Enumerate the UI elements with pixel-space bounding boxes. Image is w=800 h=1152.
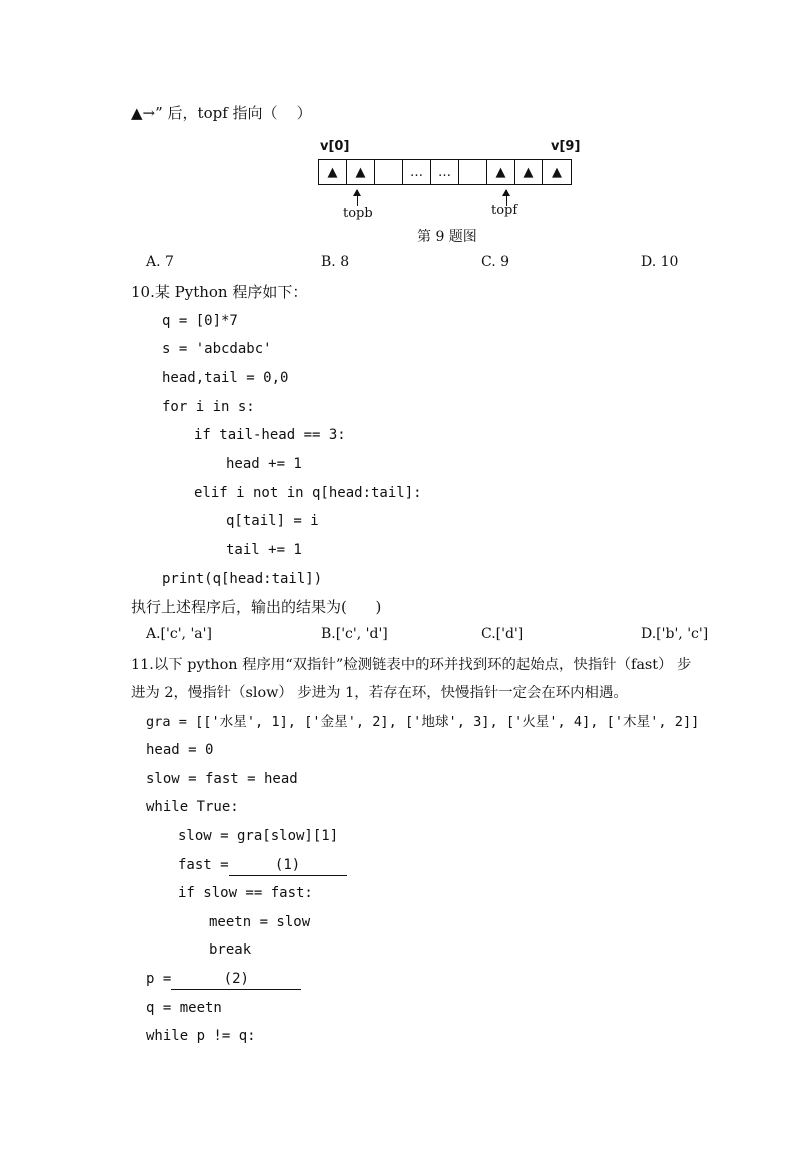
q11-code-line-fast bbox=[178, 855, 347, 876]
q11-code-line: slow = gra[slow][1] bbox=[178, 828, 339, 844]
q10-code-line: s = 'abcdabc' bbox=[162, 341, 272, 357]
question-intro-line: ▲→” 后，topf 指向（ ） bbox=[131, 104, 312, 122]
q9-option-d: D. 10 bbox=[641, 254, 679, 270]
figure-caption: 第 9 题图 bbox=[417, 229, 477, 245]
array-cell: … bbox=[403, 160, 431, 184]
q9-option-c: C. 9 bbox=[481, 254, 510, 270]
array-cell: ▲ bbox=[347, 160, 375, 184]
q11-stem-line1: 11.以下 python 程序用“双指针”检测链表中的环并找到环的起始点，快指针（fast） 步 bbox=[131, 657, 692, 673]
q11-code-line: while True: bbox=[146, 799, 239, 815]
q10-code-line: q[tail] = i bbox=[226, 513, 319, 529]
q10-code-line: elif i not in q[head:tail]: bbox=[194, 485, 422, 501]
q11-code-line-p bbox=[146, 969, 301, 990]
array-cell: ▲ bbox=[319, 160, 347, 184]
q11-code-line: meetn = slow bbox=[209, 914, 311, 930]
answer-blank-1[interactable]: (1) bbox=[229, 855, 347, 876]
q10-option-d: D.['b', 'c'] bbox=[641, 626, 709, 642]
q11-code-line: gra = [['水星', 1], ['金星', 2], ['地球', 3], ['火星', 4], ['木星', 2]] bbox=[146, 714, 700, 730]
q11-code-fast-text: fast = bbox=[178, 857, 229, 873]
figure-label-v9: v[9] bbox=[551, 139, 581, 154]
q10-option-a: A.['c', 'a'] bbox=[146, 626, 212, 642]
q11-code-line: slow = fast = head bbox=[146, 771, 298, 787]
q9-option-a: A. 7 bbox=[146, 254, 174, 270]
q10-ask: 执行上述程序后，输出的结果为( ) bbox=[131, 598, 382, 616]
q11-code-line: if slow == fast: bbox=[178, 885, 313, 901]
q9-option-b: B. 8 bbox=[321, 254, 350, 270]
pointer-label-topf: topf bbox=[491, 203, 518, 218]
q10-code-line: q = [0]*7 bbox=[162, 313, 238, 329]
array-figure bbox=[318, 159, 572, 185]
q10-code-line: head += 1 bbox=[226, 456, 302, 472]
pointer-arrow-topb bbox=[357, 190, 358, 206]
pointer-label-topb: topb bbox=[343, 206, 373, 221]
answer-blank-2[interactable]: (2) bbox=[171, 969, 301, 990]
q10-code-line: print(q[head:tail]) bbox=[162, 571, 323, 587]
q11-code-p-text: p = bbox=[146, 971, 172, 987]
array-cell: ▲ bbox=[515, 160, 543, 184]
q11-code-line: head = 0 bbox=[146, 742, 214, 758]
q11-stem-line2: 进为 2，慢指针（slow） 步进为 1，若存在环，快慢指针一定会在环内相遇。 bbox=[131, 685, 628, 701]
figure-label-v0: v[0] bbox=[320, 139, 350, 154]
q10-option-c: C.['d'] bbox=[481, 626, 524, 642]
q10-code-line: tail += 1 bbox=[226, 542, 302, 558]
array-cell bbox=[459, 160, 487, 184]
q10-code-line: head,tail = 0,0 bbox=[162, 370, 289, 386]
q10-stem: 10.某 Python 程序如下： bbox=[131, 283, 308, 301]
q11-code-line: break bbox=[209, 942, 252, 958]
array-cell: ▲ bbox=[552, 164, 562, 180]
array-cell bbox=[375, 160, 403, 184]
array-cell: … bbox=[431, 160, 459, 184]
q11-code-line: q = meetn bbox=[146, 1000, 222, 1016]
q10-option-b: B.['c', 'd'] bbox=[321, 626, 388, 642]
q10-code-line: if tail-head == 3: bbox=[194, 427, 346, 443]
q11-code-line: while p != q: bbox=[146, 1028, 256, 1044]
q10-code-line: for i in s: bbox=[162, 399, 255, 415]
array-cell: ▲ bbox=[487, 160, 515, 184]
